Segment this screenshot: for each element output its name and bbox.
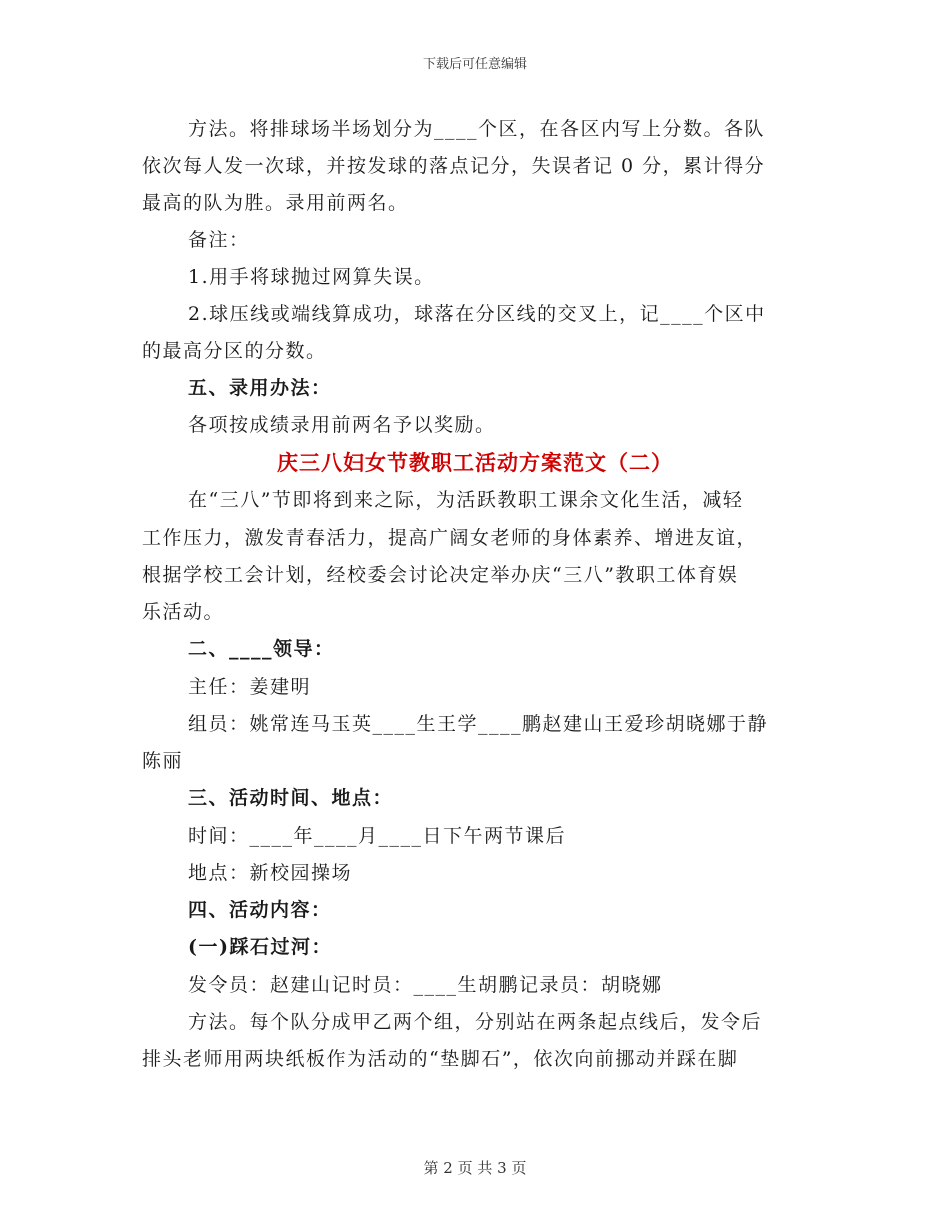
section-heading: 二、____领导：: [188, 638, 335, 660]
paragraph-line: 乐活动。: [142, 601, 225, 623]
document-title: 庆三八妇女节教职工活动方案范文（二）: [277, 450, 673, 475]
paragraph-line: 工作压力，激发青春活力，提高广阔女老师的身体素养、增进友谊，: [142, 527, 758, 549]
paragraph-line: 的最高分区的分数。: [142, 340, 327, 362]
list-item: 2.球压线或端线算成功，球落在分区线的交叉上，记____个区中: [188, 303, 766, 325]
paragraph-line: 在“三八”节即将到来之际，为活跃教职工课余文化生活，减轻: [188, 489, 744, 511]
paragraph-line: 地点：新校园操场: [188, 862, 353, 884]
paragraph-line: 时间：____年____月____日下午两节课后: [188, 825, 567, 847]
paragraph-line: 依次每人发一次球，并按发球的落点记分，失误者记 0 分，累计得分: [142, 155, 766, 177]
paragraph-line: 最高的队为胜。录用前两名。: [142, 192, 409, 214]
paragraph-line: 方法。每个队分成甲乙两个组，分别站在两条起点线后，发令后: [188, 1011, 763, 1033]
list-item: 1.用手将球抛过网算失误。: [188, 266, 435, 288]
section-heading: 四、活动内容：: [188, 899, 332, 921]
paragraph-line: 备注：: [188, 229, 250, 251]
page-footer: 第 2 页 共 3 页: [423, 1159, 527, 1177]
paragraph-line: 各项按成绩录用前两名予以奖励。: [188, 414, 496, 436]
section-heading: 三、活动时间、地点：: [188, 787, 394, 809]
subsection-heading: (一)踩石过河：: [188, 936, 332, 958]
paragraph-line: 发令员：赵建山记时员：____生胡鹏记录员：胡晓娜: [188, 974, 663, 996]
paragraph-line: 根据学校工会计划，经校委会讨论决定举办庆“三八”教职工体育娱: [142, 564, 739, 586]
page-header: 下载后可任意编辑: [422, 57, 527, 72]
paragraph-line: 排头老师用两块纸板作为活动的“垫脚石”，依次向前挪动并踩在脚: [142, 1048, 739, 1070]
paragraph-line: 陈丽: [142, 750, 184, 772]
section-heading: 五、录用办法：: [188, 377, 332, 399]
paragraph-line: 组员：姚常连马玉英____生王学____鹏赵建山王爱珍胡晓娜于静: [188, 713, 769, 735]
paragraph-line: 方法。将排球场半场划分为____个区，在各区内写上分数。各队: [188, 118, 766, 140]
paragraph-line: 主任：姜建明: [188, 676, 312, 698]
